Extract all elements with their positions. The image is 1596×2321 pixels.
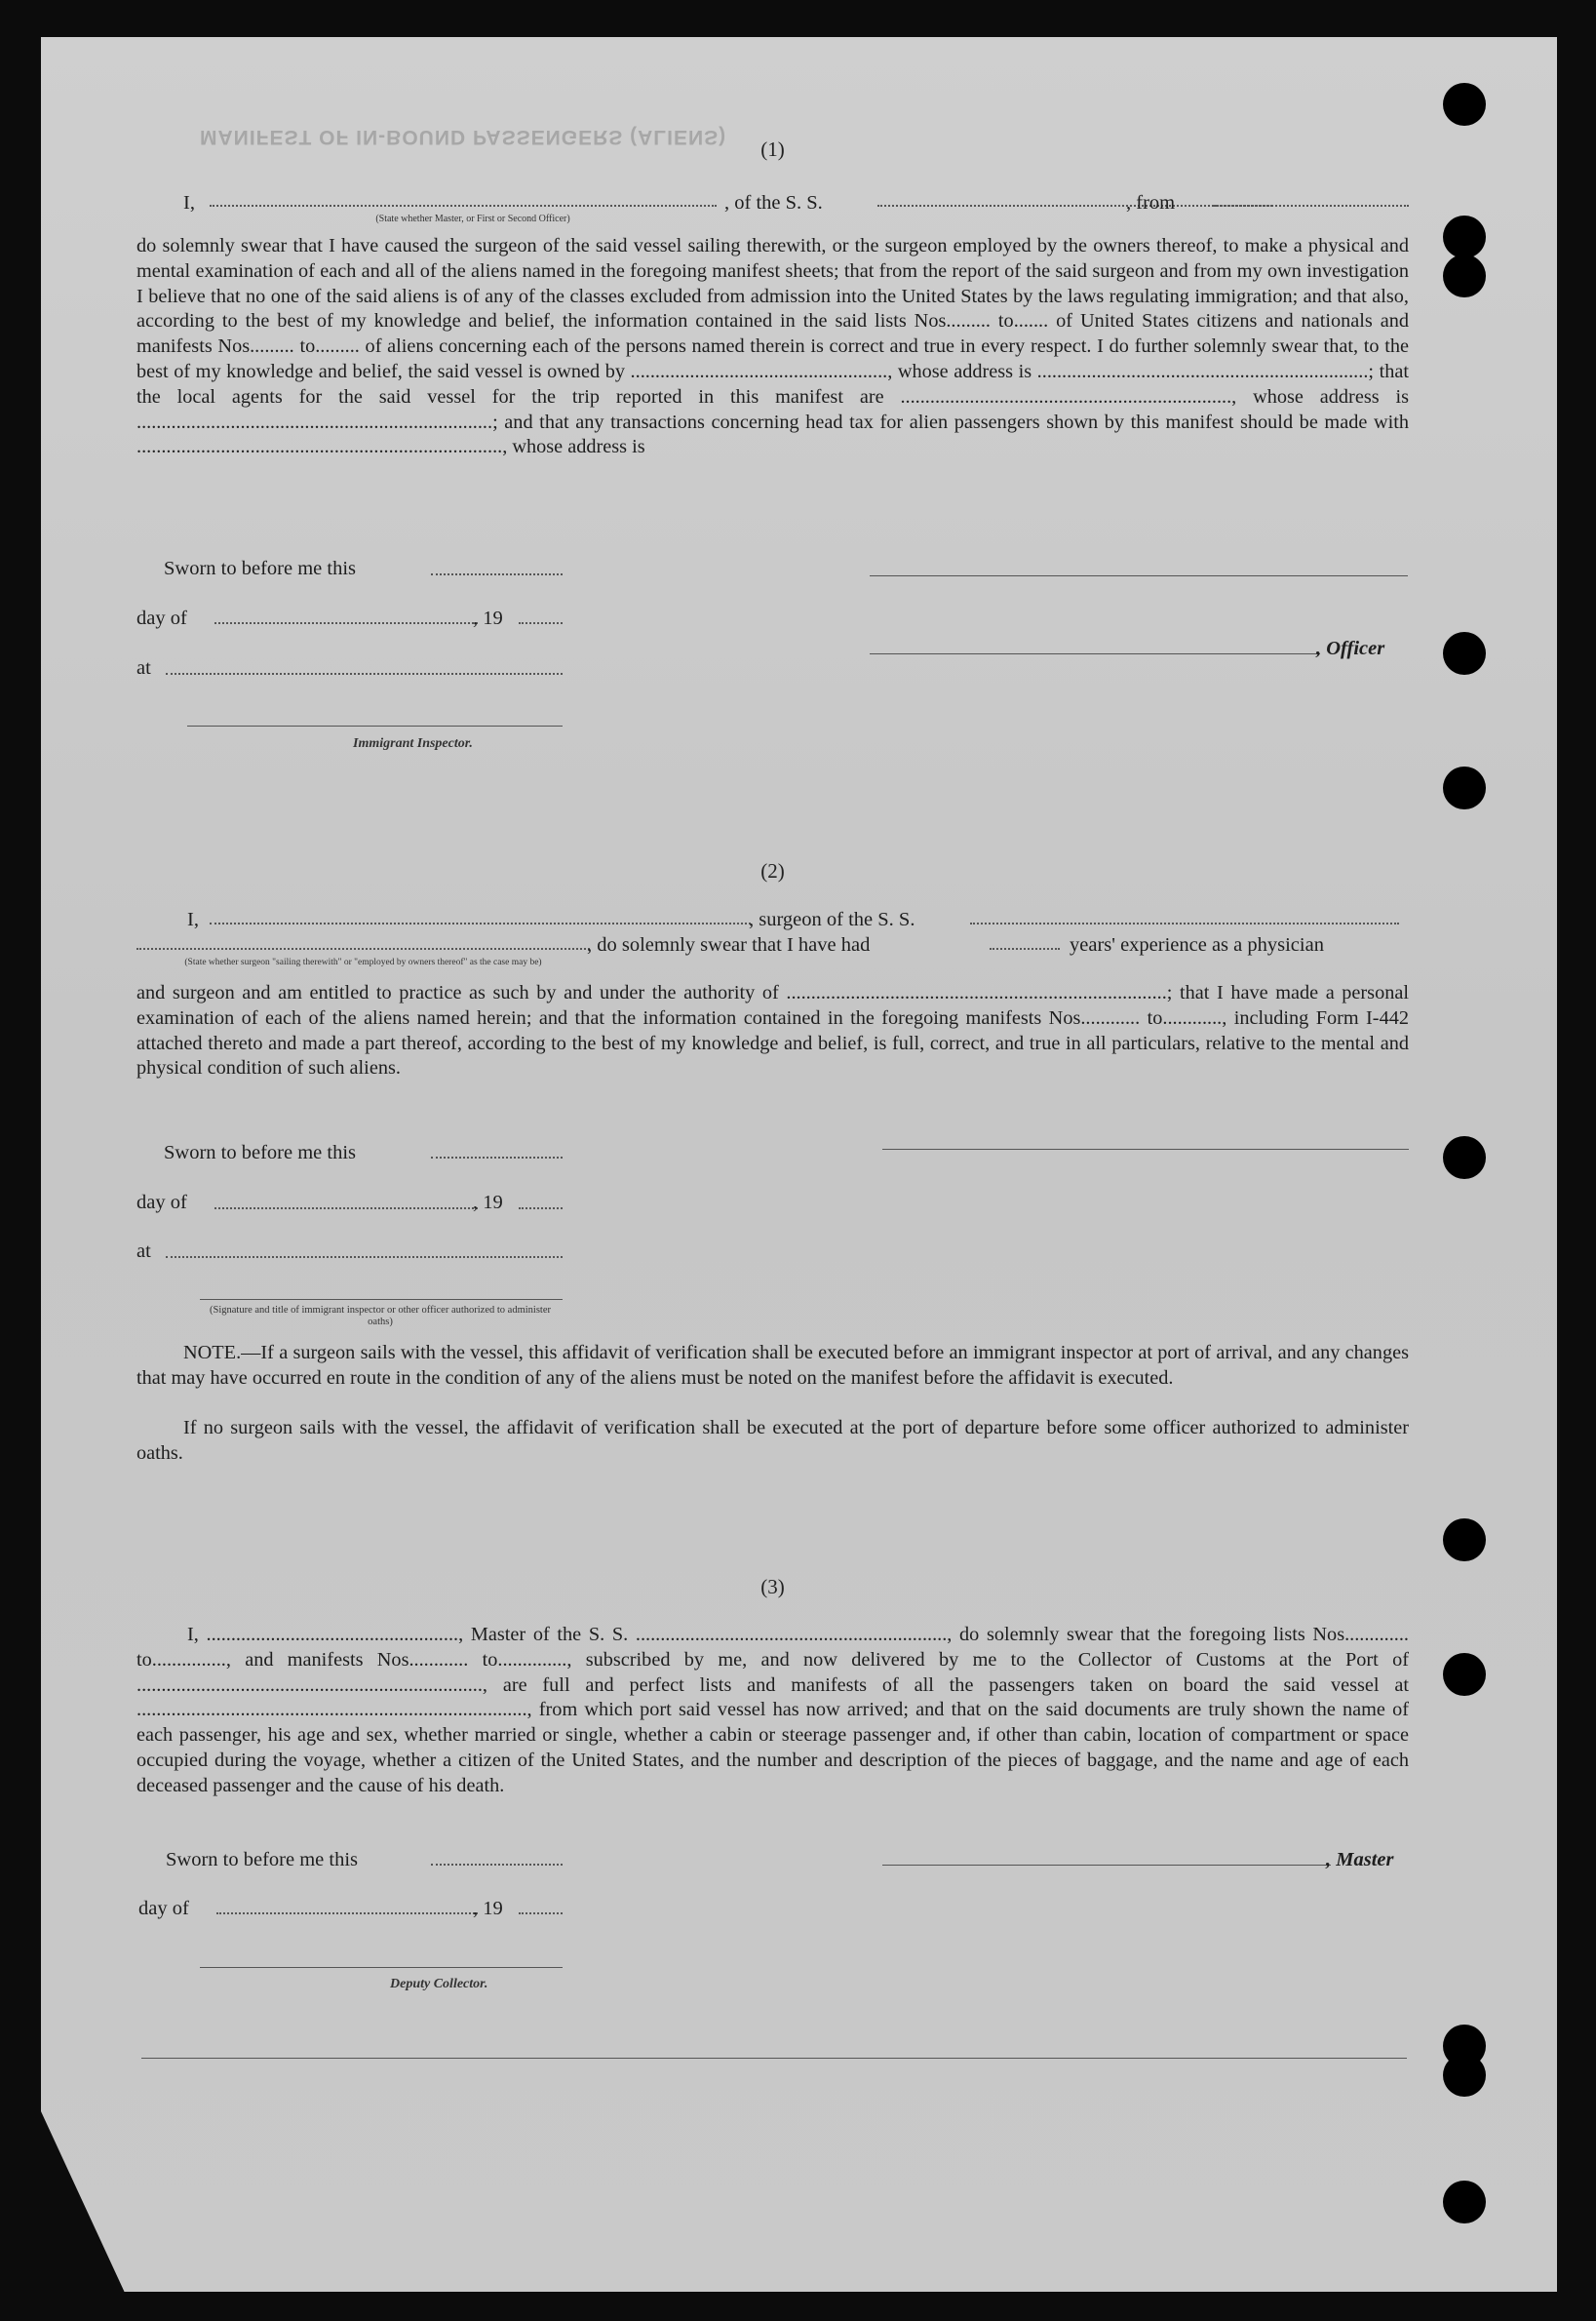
section-1-state-note: (State whether Master, or First or Second Officer) [375, 214, 570, 224]
at-field-2 [166, 1256, 563, 1258]
punch-hole [1443, 83, 1486, 126]
day-of-field-3 [216, 1912, 478, 1914]
header-stamp: MANIFEST OF IN-BOUND PASSENGERS (ALIENS) [200, 126, 727, 148]
day-of-field-1 [214, 622, 478, 624]
inspector-signature-line-2 [200, 1299, 563, 1300]
master-name-field [210, 205, 717, 207]
do-swear-label: , do solemnly swear that I have had [587, 934, 871, 956]
day-of-label-3: day of [138, 1898, 189, 1919]
bottom-rule [141, 2058, 1407, 2059]
section-1-number: (1) [760, 138, 785, 161]
years-field [990, 948, 1060, 950]
year-field-1 [519, 622, 563, 624]
note-paragraph [136, 1341, 1409, 1392]
day-of-field-2 [214, 1207, 478, 1209]
punch-hole [1443, 216, 1486, 258]
sworn-day-field-3 [431, 1864, 563, 1866]
note-2-paragraph: If no surgeon sails with the vessel, the affidavit of verification shall be executed at the port of departure before some officer authorized to administer oaths. [136, 1417, 1409, 1464]
master-signature-line [882, 1865, 1331, 1866]
surgeon-name-field [210, 923, 751, 924]
day-of-label-1: day of [136, 608, 187, 629]
sworn-day-field-2 [431, 1157, 563, 1159]
sworn-label-3: Sworn to before me this [166, 1849, 358, 1870]
master-label: , Master [1326, 1849, 1394, 1870]
note-label: NOTE. [183, 1342, 242, 1363]
section-2-body: and surgeon and am entitled to practice as such by and under the authority of .............................................................................; that I have made a personal examination of each of the aliens named herein; and that the information contained in the foregoing manifests Nos............ to............, including Form I-442 attached thereto and made a part thereof, according to the best of my knowledge and belief, is full, correct, and true in all particulars, relative to the mental and physical condition of such aliens. [136, 982, 1409, 1080]
at-field-1 [166, 673, 563, 675]
punch-hole [1443, 2054, 1486, 2097]
year-label-2: , 19 [473, 1192, 503, 1213]
section-2-i-label: I, [187, 909, 199, 930]
section-1-i-label: I, [183, 192, 195, 214]
punch-hole [1443, 1136, 1486, 1179]
year-label-3: , 19 [473, 1898, 503, 1919]
from-label: , from [1126, 192, 1176, 214]
day-of-label-2: day of [136, 1192, 187, 1213]
section-2-number: (2) [760, 859, 785, 883]
year-field-2 [519, 1207, 563, 1209]
sworn-label-1: Sworn to before me this [164, 558, 356, 579]
surgeon-signature-line [882, 1149, 1409, 1150]
section-3-body: I, ..................................................., Master of the S. S. ..............................................................., do solemnly swear that the foregoing lists Nos............. to..............., and manifests Nos............ to.............., subscribed by me, and now delivered by me to the Collector of Customs at the Port of ......................................................................, are full and perfect lists and manifests of all the passengers taken on board the said vessel at ..............................................................................., from which port said vessel has now arrived; and that on the said documents are truly shown the name of each passenger, his age and sex, whether married or single, whether a cabin or steerage passenger and, if other than cabin, location of compartment or space occupied during the voyage, whether a citizen of the United States, and the number and description of the pieces of baggage, and the name and age of each deceased passenger and the cause of his death. [136, 1624, 1409, 1796]
collector-signature-line [200, 1967, 563, 1968]
sworn-label-2: Sworn to before me this [164, 1142, 356, 1163]
officer-name-line [870, 653, 1320, 654]
year-field-3 [519, 1912, 563, 1914]
years-experience-label: years' experience as a physician [1070, 934, 1324, 956]
punch-hole [1443, 1518, 1486, 1561]
year-label-1: , 19 [473, 608, 503, 629]
section-3-number: (3) [760, 1575, 785, 1598]
of-ss-label: , of the S. S. [724, 192, 823, 214]
punch-hole [1443, 767, 1486, 809]
sworn-day-field-1 [431, 573, 563, 575]
punch-hole [1443, 1653, 1486, 1696]
officer-label: , Officer [1316, 638, 1385, 659]
punch-hole [1443, 255, 1486, 297]
officer-signature-line [870, 575, 1408, 576]
surgeon-status-field [136, 948, 590, 950]
at-label-1: at [136, 657, 151, 679]
section-2-state-note: (State whether surgeon "sailing therewith" or "employed by owners thereof" as the case may be) [184, 958, 542, 967]
note-text: —If a surgeon sails with the vessel, this affidavit of verification shall be executed before an immigrant inspector at port of arrival, and any changes that may have occurred en route in the condition of any of the aliens must be noted on the manifest before the affidavit is executed. [136, 1342, 1409, 1389]
deputy-collector-caption: Deputy Collector. [390, 1977, 488, 1991]
signature-title-note: (Signature and title of immigrant inspector or other officer authorized to administer oaths) [210, 1305, 551, 1327]
punch-hole [1443, 632, 1486, 675]
immigrant-inspector-caption: Immigrant Inspector. [353, 736, 473, 751]
punch-hole [1443, 2181, 1486, 2223]
vessel-name-field-2 [970, 923, 1399, 924]
surgeon-of-label: , surgeon of the S. S. [749, 909, 915, 930]
at-label-2: at [136, 1240, 151, 1262]
section-1-body: do solemnly swear that I have caused the surgeon of the said vessel sailing therewith, or the surgeon employed by the owners thereof, to make a physical and mental examination of each and all of the aliens named in the foregoing manifest sheets; that from the report of the said surgeon and from my own investigation I believe that no one of the said aliens is of any of the classes excluded from admission into the United States by the laws regulating immigration; and that also, according to the best of my knowledge and belief, the information contained in the said lists Nos......... to....... of United States citizens and nationals and manifests Nos......... to......... of aliens concerning each of the persons named therein is correct and true in every respect. I do further solemnly swear that, to the best of my knowledge and belief, the said vessel is owned by ...................................................., whose address is ...................................................................; that the local agents for the said vessel for the trip reported in this manifest are ..................................................................., whose address is ........................................................................; and that any transactions concerning head tax for alien passengers shown by this manifest should be made with .........................................................................., whose address is [136, 235, 1409, 458]
from-port-field [1214, 205, 1409, 207]
inspector-signature-line [187, 726, 563, 727]
